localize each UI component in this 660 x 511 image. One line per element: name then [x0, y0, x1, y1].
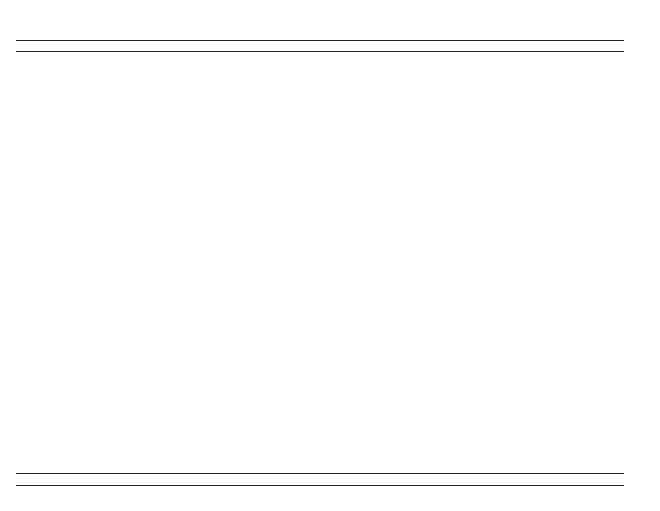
- header-rule-bottom: [16, 51, 624, 52]
- header-rule-top: [16, 40, 624, 41]
- footer-rule-bottom: [16, 485, 624, 486]
- footer-rule-top: [16, 473, 624, 474]
